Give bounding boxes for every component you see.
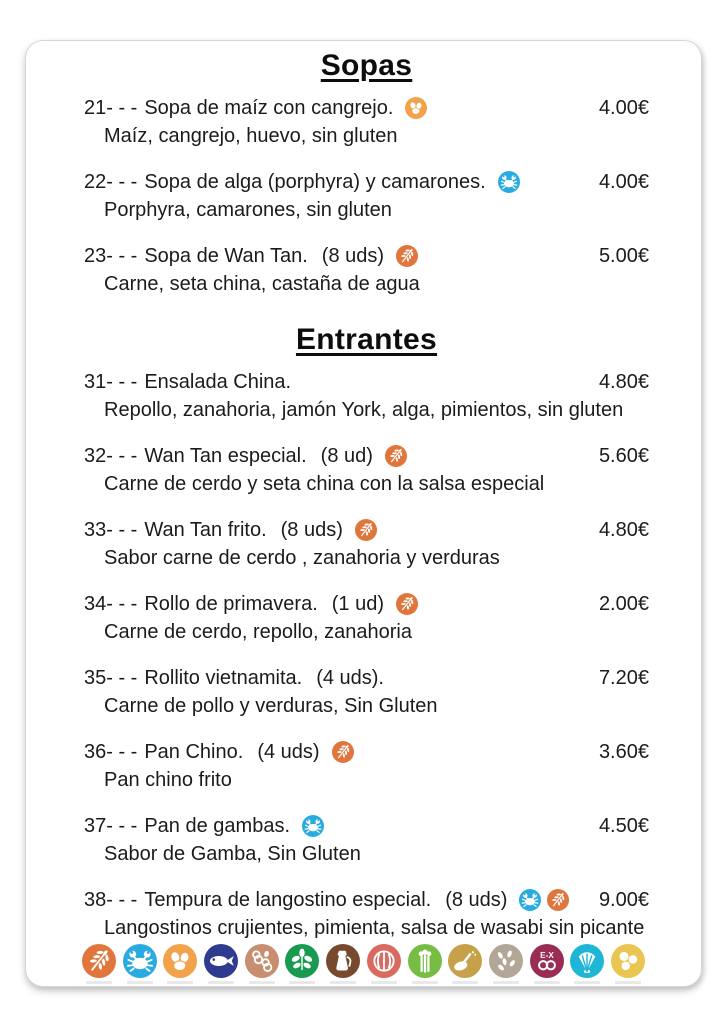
item-name: Sopa de maíz con cangrejo.: [144, 97, 394, 119]
crustaceans-allergen-icon: [498, 171, 520, 193]
mustard-allergen-icon: [448, 944, 482, 978]
legend-caption-faint: [167, 981, 193, 984]
molluscs-allergen-icon: [570, 944, 604, 978]
legend-caption-faint: [452, 981, 478, 984]
legend-caption-faint: [208, 981, 234, 984]
menu-item: [84, 169, 649, 223]
crustaceans-allergen-icon: [302, 815, 324, 837]
item-name: Sopa de Wan Tan.: [144, 245, 308, 267]
item-units: (1 ud): [331, 593, 385, 615]
legend-caption-faint: [127, 981, 153, 984]
item-name: Pan de gambas.: [144, 815, 290, 837]
gluten-allergen-icon: [355, 519, 377, 541]
crustaceans-allergen-icon: [123, 944, 157, 978]
legend-cell-eggs: [163, 944, 197, 984]
item-number: 37- - -: [84, 815, 138, 837]
item-name: Pan Chino.: [144, 741, 244, 763]
menu-card: [25, 40, 702, 987]
item-description: Maíz, cangrejo, huevo, sin gluten: [104, 125, 398, 147]
legend-cell-sulphites: [530, 944, 564, 984]
item-description: Pan chino frito: [104, 769, 232, 791]
menu-item-title-row: [84, 739, 649, 765]
legend-caption-faint: [574, 981, 600, 984]
legend-cell-celery: [408, 944, 442, 984]
legend-caption-faint: [534, 981, 560, 984]
item-price: 9.00€: [598, 889, 649, 911]
gluten-allergen-icon: [547, 889, 569, 911]
legend-cell-molluscs: [570, 944, 604, 984]
legend-cell-crustaceans: [123, 944, 157, 984]
milk-allergen-icon: [326, 944, 360, 978]
menu-item: [84, 95, 649, 149]
legend-caption-faint: [493, 981, 519, 984]
peanuts-allergen-icon: [245, 944, 279, 978]
item-allergen-icons: [332, 741, 354, 763]
item-name: Sopa de alga (porphyra) y camarones.: [144, 171, 486, 193]
item-name: Wan Tan especial.: [144, 445, 307, 467]
legend-cell-peanuts: [245, 944, 279, 984]
menu-item-title-row: [84, 813, 649, 839]
item-number: 33- - -: [84, 519, 138, 541]
item-number: 36- - -: [84, 741, 138, 763]
item-units: (8 uds): [445, 889, 508, 911]
item-price: 3.60€: [598, 741, 649, 763]
gluten-allergen-icon: [396, 245, 418, 267]
item-allergen-icons: [405, 97, 427, 119]
fish-allergen-icon: [204, 944, 238, 978]
item-allergen-icons: [396, 593, 418, 615]
gluten-allergen-icon: [385, 445, 407, 467]
menu-sections: [26, 41, 701, 941]
gluten-allergen-icon: [82, 944, 116, 978]
menu-item-title-row: [84, 591, 649, 617]
item-name: Rollito vietnamita.: [144, 667, 303, 689]
menu-item: [84, 591, 649, 645]
item-number: 31- - -: [84, 371, 138, 393]
item-description: Sabor de Gamba, Sin Gluten: [104, 843, 361, 865]
item-name: Ensalada China.: [144, 371, 292, 393]
legend-caption-faint: [412, 981, 438, 984]
item-description: Repollo, zanahoria, jamón York, alga, pimientos, sin gluten: [104, 399, 624, 421]
gluten-allergen-icon: [396, 593, 418, 615]
menu-item-title-row: [84, 443, 649, 469]
item-price: 4.80€: [598, 371, 649, 393]
menu-item: [84, 813, 649, 867]
menu-item: [84, 443, 649, 497]
item-price: 5.00€: [598, 245, 649, 267]
item-description: Carne de pollo y verduras, Sin Gluten: [104, 695, 438, 717]
menu-item: [84, 739, 649, 793]
legend-caption-faint: [249, 981, 275, 984]
item-allergen-icons: [396, 245, 418, 267]
item-description: Carne de cerdo, repollo, zanahoria: [104, 621, 412, 643]
menu-item-title-row: [84, 665, 649, 691]
item-units: (8 ud): [320, 445, 373, 467]
eggs-allergen-icon: [405, 97, 427, 119]
item-price: 4.00€: [598, 171, 649, 193]
section-title: Sopas: [320, 49, 413, 82]
legend-cell-milk: [326, 944, 360, 984]
item-name: Rollo de primavera.: [144, 593, 318, 615]
nuts-allergen-icon: [367, 944, 401, 978]
legend-cell-fish: [204, 944, 238, 984]
legend-caption-faint: [371, 981, 397, 984]
item-price: 7.20€: [598, 667, 649, 689]
legend-caption-faint: [330, 981, 356, 984]
legend-cell-sesame: [489, 944, 523, 984]
legend-caption-faint: [289, 981, 315, 984]
item-price: 4.50€: [598, 815, 649, 837]
item-description: Sabor carne de cerdo , zanahoria y verduras: [104, 547, 500, 569]
item-name: Wan Tan frito.: [144, 519, 267, 541]
menu-item-title-row: [84, 243, 649, 269]
item-description: Porphyra, camarones, sin gluten: [104, 199, 392, 221]
allergen-legend: [26, 944, 701, 984]
item-units: (4 uds).: [316, 667, 384, 689]
item-number: 32- - -: [84, 445, 138, 467]
menu-item: [84, 517, 649, 571]
item-units: (8 uds): [280, 519, 343, 541]
item-description: Langostinos crujientes, pimienta, salsa de wasabi sin picante: [104, 917, 645, 939]
item-number: 35- - -: [84, 667, 138, 689]
item-allergen-icons: [519, 889, 569, 911]
item-number: 22- - -: [84, 171, 138, 193]
menu-item-title-row: [84, 517, 649, 543]
menu-item: [84, 369, 649, 423]
lupins-allergen-icon: [611, 944, 645, 978]
legend-cell-mustard: [448, 944, 482, 984]
gluten-allergen-icon: [332, 741, 354, 763]
celery-allergen-icon: [408, 944, 442, 978]
item-number: 23- - -: [84, 245, 138, 267]
menu-item: [84, 887, 649, 941]
item-price: 4.00€: [598, 97, 649, 119]
item-number: 38- - -: [84, 889, 138, 911]
item-allergen-icons: [302, 815, 324, 837]
menu-item-title-row: [84, 369, 649, 395]
item-units: (4 uds): [257, 741, 320, 763]
legend-caption-faint: [86, 981, 112, 984]
item-number: 21- - -: [84, 97, 138, 119]
sulphites-allergen-icon: [530, 944, 564, 978]
item-allergen-icons: [355, 519, 377, 541]
section-title: Entrantes: [295, 323, 438, 356]
item-price: 4.80€: [598, 519, 649, 541]
item-name: Tempura de langostino especial.: [144, 889, 432, 911]
legend-caption-faint: [615, 981, 641, 984]
sesame-allergen-icon: [489, 944, 523, 978]
item-description: Carne de cerdo y seta china con la salsa especial: [104, 473, 545, 495]
item-allergen-icons: [498, 171, 520, 193]
menu-item-title-row: [84, 169, 649, 195]
item-allergen-icons: [385, 445, 407, 467]
legend-cell-gluten: [82, 944, 116, 984]
menu-item: [84, 665, 649, 719]
crustaceans-allergen-icon: [519, 889, 541, 911]
item-description: Carne, seta china, castaña de agua: [104, 273, 420, 295]
menu-item: [84, 243, 649, 297]
legend-cell-nuts: [367, 944, 401, 984]
item-price: 5.60€: [598, 445, 649, 467]
item-number: 34- - -: [84, 593, 138, 615]
menu-item-title-row: [84, 95, 649, 121]
item-price: 2.00€: [598, 593, 649, 615]
legend-cell-lupins: [611, 944, 645, 984]
soy-allergen-icon: [285, 944, 319, 978]
item-units: (8 uds): [321, 245, 385, 267]
legend-cell-soy: [285, 944, 319, 984]
eggs-allergen-icon: [163, 944, 197, 978]
menu-item-title-row: [84, 887, 649, 913]
